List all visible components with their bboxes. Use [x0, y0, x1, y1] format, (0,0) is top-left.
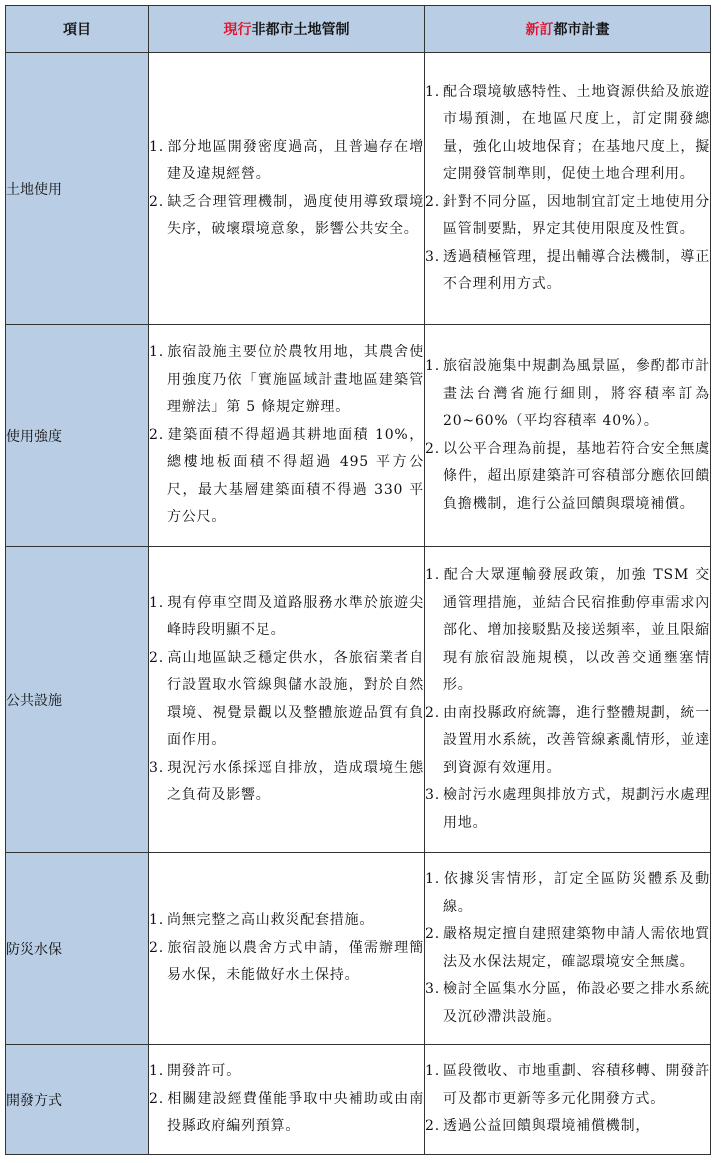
- list-item: [425, 866, 710, 921]
- header-current-highlight: 現行: [223, 22, 252, 38]
- list-item: [149, 1086, 424, 1141]
- current-list: [149, 134, 424, 244]
- header-row: [6, 6, 711, 53]
- list-item-number: 2.: [149, 193, 164, 210]
- list-item-number: 2.: [425, 1118, 440, 1135]
- current-list: [149, 590, 424, 810]
- table-row: [6, 325, 711, 547]
- list-item-text: 配合大眾運輸發展政策，加強 TSM 交通管理措施，並結合民宿推動停車需求內部化、增加接駁點及接送頻率，並且限縮現有旅宿設施規模，以改善交通壅塞情形。: [443, 567, 710, 693]
- list-item: [149, 189, 424, 244]
- list-item: [149, 935, 424, 990]
- list-item-text: 現有停車空間及道路服務水準於旅遊尖峰時段明顯不足。: [167, 594, 424, 638]
- list-item-number: 2.: [425, 926, 440, 942]
- list-item-text: 針對不同分區，因地制宜訂定土地使用分區管制要點，界定其使用限度及性質。: [443, 193, 710, 237]
- list-item-number: 1.: [149, 1063, 164, 1080]
- category-cell: 使用強度: [6, 325, 149, 547]
- current-regulation-cell: [149, 325, 425, 547]
- list-item-number: 1.: [425, 83, 440, 100]
- list-item-number: 2.: [425, 440, 440, 457]
- comparison-table: [5, 5, 711, 1155]
- table-row: [6, 53, 711, 325]
- list-item: [149, 134, 424, 189]
- table-row: [6, 1045, 711, 1155]
- list-item-text: 依據災害情形，訂定全區防災體系及動線。: [443, 871, 710, 915]
- header-new-label: 都市計畫: [553, 22, 610, 38]
- list-item-text: 透過積極管理，提出輔導合法機制，導正不合理利用方式。: [443, 248, 710, 292]
- list-item-text: 尚無完整之高山救災配套措施。: [167, 912, 375, 929]
- list-item: [149, 339, 424, 422]
- list-item-text: 區段徵收、市地重劃、容積移轉、開發許可及都市更新等多元化開發方式。: [443, 1063, 710, 1107]
- list-item: [149, 907, 424, 935]
- list-item: [425, 700, 710, 783]
- list-item-number: 1.: [149, 138, 164, 155]
- header-current-label: 非都市土地管制: [251, 22, 350, 38]
- header-item: [6, 6, 149, 53]
- new-list: [425, 562, 710, 837]
- list-item-text: 檢討全區集水分區，佈設必要之排水系統及沉砂滯洪設施。: [443, 981, 710, 1025]
- list-item-text: 以公平合理為前提，基地若符合安全無虞條件，超出原建築許可容積部分應依回饋負擔機制，進行公益回饋與環境補償。: [443, 440, 710, 512]
- new-plan-cell: [425, 547, 711, 853]
- table-row: [6, 547, 711, 853]
- list-item-text: 旅宿設施以農舍方式申請，僅需辦理簡易水保，未能做好水土保持。: [167, 939, 424, 984]
- current-regulation-cell: [149, 53, 425, 325]
- table-row: [6, 853, 711, 1045]
- list-item: [149, 422, 424, 532]
- list-item: [425, 244, 710, 299]
- list-item-text: 旅宿設施集中規劃為風景區，參酌都市計畫法台灣省施行細則，將容積率訂為 20~60%（平均容積率 40%）。: [443, 358, 710, 429]
- header-item-label: 項目: [63, 22, 91, 38]
- list-item-text: 高山地區缺乏穩定供水，各旅宿業者自行設置取水管線與儲水設施，對於自然環境、視覺景觀以及整體旅遊品質有負面作用。: [167, 649, 424, 748]
- new-list: [425, 1058, 710, 1141]
- list-item-number: 3.: [149, 759, 164, 776]
- list-item-text: 嚴格規定擅自建照建築物申請人需依地質法及水保法規定，確認環境安全無虞。: [443, 926, 710, 970]
- list-item-number: 2.: [149, 649, 164, 666]
- list-item-number: 2.: [149, 1090, 164, 1107]
- current-regulation-cell: [149, 1045, 425, 1155]
- list-item-number: 3.: [425, 981, 440, 997]
- list-item: [149, 1058, 424, 1086]
- list-item-text: 透過公益回饋與環境補償機制，: [443, 1118, 651, 1135]
- current-regulation-cell: [149, 853, 425, 1045]
- list-item: [425, 189, 710, 244]
- list-item-text: 檢討污水處理與排放方式，規劃污水處理用地。: [443, 787, 710, 831]
- list-item-number: 1.: [149, 912, 164, 929]
- header-current: [149, 6, 425, 53]
- list-item-text: 配合環境敏感特性、土地資源供給及旅遊市場預測，在地區尺度上，訂定開發總量，強化山坡地保育；在基地尺度上，擬定開發管制準則，促使土地合理利用。: [443, 83, 710, 182]
- category-cell: 防災水保: [6, 853, 149, 1045]
- list-item-number: 1.: [149, 344, 164, 361]
- list-item-text: 缺乏合理管理機制，過度使用導致環境失序，破壞環境意象，影響公共安全。: [167, 193, 424, 237]
- header-new-highlight: 新訂: [525, 22, 554, 38]
- current-list: [149, 907, 424, 990]
- category-cell: 開發方式: [6, 1045, 149, 1155]
- new-list: [425, 79, 710, 299]
- list-item: [425, 1058, 710, 1113]
- list-item-text: 旅宿設施主要位於農牧用地，其農舍使用強度乃依「實施區域計畫地區建築管理辦法」第 5 條規定辦理。: [167, 344, 424, 416]
- list-item: [149, 755, 424, 810]
- list-item-number: 2.: [425, 193, 440, 210]
- list-item-number: 1.: [425, 1063, 440, 1080]
- list-item-text: 建築面積不得超過其耕地面積 10%，總樓地板面積不得超過 495 平方公尺，最大基層建築面積不得過 330 平方公尺。: [167, 426, 424, 526]
- list-item: [425, 1113, 710, 1141]
- new-plan-cell: [425, 325, 711, 547]
- list-item-number: 2.: [149, 426, 164, 443]
- current-list: [149, 1058, 424, 1141]
- list-item-number: 1.: [149, 594, 164, 611]
- list-item-text: 由南投縣政府統籌，進行整體規劃，統一設置用水系統，改善管線紊亂情形，並達到資源有效運用。: [443, 704, 710, 776]
- list-item-number: 1.: [425, 358, 440, 374]
- list-item-text: 現況污水係採逕自排放，造成環境生態之負荷及影響。: [167, 759, 424, 803]
- new-plan-cell: [425, 1045, 711, 1155]
- list-item: [425, 436, 710, 519]
- list-item-text: 開發許可。: [167, 1063, 241, 1080]
- list-item: [149, 645, 424, 755]
- list-item: [425, 562, 710, 700]
- list-item-number: 3.: [425, 787, 440, 803]
- list-item: [425, 353, 710, 436]
- list-item-number: 3.: [425, 248, 440, 265]
- current-list: [149, 339, 424, 532]
- category-cell: 土地使用: [6, 53, 149, 325]
- list-item: [425, 976, 710, 1031]
- list-item-number: 1.: [425, 871, 440, 887]
- list-item-text: 部分地區開發密度過高，且普遍存在增建及違規經營。: [167, 138, 424, 182]
- new-plan-cell: [425, 53, 711, 325]
- new-plan-cell: [425, 853, 711, 1045]
- list-item: [425, 921, 710, 976]
- list-item-text: 相關建設經費僅能爭取中央補助或由南投縣政府編列預算。: [167, 1090, 424, 1135]
- new-list: [425, 866, 710, 1031]
- list-item: [425, 782, 710, 837]
- list-item-number: 2.: [425, 704, 440, 721]
- current-regulation-cell: [149, 547, 425, 853]
- list-item: [425, 79, 710, 189]
- list-item-number: 2.: [149, 939, 164, 956]
- list-item-number: 1.: [425, 567, 440, 583]
- list-item: [149, 590, 424, 645]
- category-cell: 公共設施: [6, 547, 149, 853]
- new-list: [425, 353, 710, 518]
- header-new: [425, 6, 711, 53]
